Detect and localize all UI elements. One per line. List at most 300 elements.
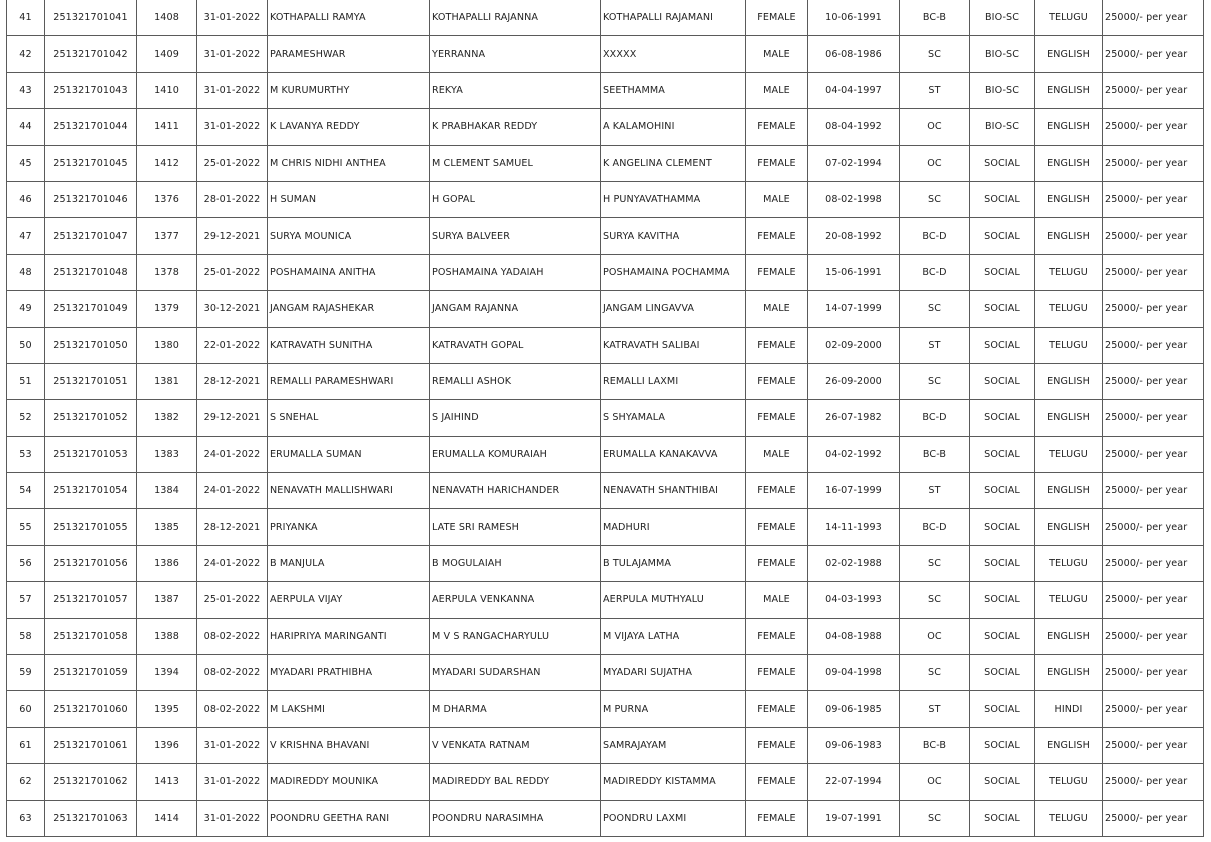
- father-name-cell: ERUMALLA KOMURAIAH: [430, 436, 601, 472]
- father-name-cell: REKYA: [430, 72, 601, 108]
- group-cell: SOCIAL: [970, 400, 1035, 436]
- group-cell: SOCIAL: [970, 291, 1035, 327]
- serial-number-cell: 53: [7, 436, 45, 472]
- admission-number-cell: 1386: [137, 545, 197, 581]
- fee-cell: 25000/- per year: [1103, 400, 1204, 436]
- category-cell: ST: [900, 72, 970, 108]
- serial-number-cell: 47: [7, 218, 45, 254]
- roll-number-cell: 251321701052: [45, 400, 137, 436]
- mother-name-cell: KATRAVATH SALIBAI: [601, 327, 746, 363]
- table-row: [7, 582, 1204, 618]
- mother-name-cell: S SHYAMALA: [601, 400, 746, 436]
- admission-number-cell: 1395: [137, 691, 197, 727]
- admission-number-cell: 1387: [137, 582, 197, 618]
- admission-date-cell: 28-12-2021: [197, 363, 268, 399]
- serial-number-cell: 60: [7, 691, 45, 727]
- roll-number-cell: 251321701042: [45, 36, 137, 72]
- table-row: [7, 0, 1204, 36]
- admission-number-cell: 1377: [137, 218, 197, 254]
- gender-cell: FEMALE: [746, 327, 808, 363]
- fee-cell: 25000/- per year: [1103, 181, 1204, 217]
- medium-cell: ENGLISH: [1035, 727, 1103, 763]
- admission-number-cell: 1414: [137, 800, 197, 836]
- admission-number-cell: 1409: [137, 36, 197, 72]
- group-cell: SOCIAL: [970, 436, 1035, 472]
- student-name-cell: POSHAMAINA ANITHA: [268, 254, 430, 290]
- serial-number-cell: 56: [7, 545, 45, 581]
- mother-name-cell: A KALAMOHINI: [601, 109, 746, 145]
- serial-number-cell: 59: [7, 655, 45, 691]
- serial-number-cell: 45: [7, 145, 45, 181]
- gender-cell: MALE: [746, 36, 808, 72]
- father-name-cell: KATRAVATH GOPAL: [430, 327, 601, 363]
- date-of-birth-cell: 04-04-1997: [808, 72, 900, 108]
- table-row: [7, 473, 1204, 509]
- admission-date-cell: 31-01-2022: [197, 764, 268, 800]
- fee-cell: 25000/- per year: [1103, 473, 1204, 509]
- admission-number-cell: 1388: [137, 618, 197, 654]
- admission-date-cell: 31-01-2022: [197, 800, 268, 836]
- group-cell: SOCIAL: [970, 655, 1035, 691]
- group-cell: SOCIAL: [970, 800, 1035, 836]
- table-row: [7, 363, 1204, 399]
- mother-name-cell: K ANGELINA CLEMENT: [601, 145, 746, 181]
- fee-cell: 25000/- per year: [1103, 582, 1204, 618]
- admission-number-cell: 1383: [137, 436, 197, 472]
- father-name-cell: LATE SRI RAMESH: [430, 509, 601, 545]
- medium-cell: TELUGU: [1035, 0, 1103, 36]
- admission-date-cell: 08-02-2022: [197, 691, 268, 727]
- father-name-cell: S JAIHIND: [430, 400, 601, 436]
- medium-cell: ENGLISH: [1035, 618, 1103, 654]
- group-cell: SOCIAL: [970, 764, 1035, 800]
- father-name-cell: YERRANNA: [430, 36, 601, 72]
- admission-date-cell: 31-01-2022: [197, 727, 268, 763]
- medium-cell: ENGLISH: [1035, 218, 1103, 254]
- serial-number-cell: 49: [7, 291, 45, 327]
- mother-name-cell: JANGAM LINGAVVA: [601, 291, 746, 327]
- fee-cell: 25000/- per year: [1103, 764, 1204, 800]
- admission-date-cell: 31-01-2022: [197, 36, 268, 72]
- serial-number-cell: 44: [7, 109, 45, 145]
- serial-number-cell: 58: [7, 618, 45, 654]
- medium-cell: TELUGU: [1035, 436, 1103, 472]
- admission-number-cell: 1408: [137, 0, 197, 36]
- father-name-cell: M CLEMENT SAMUEL: [430, 145, 601, 181]
- roll-number-cell: 251321701062: [45, 764, 137, 800]
- gender-cell: FEMALE: [746, 727, 808, 763]
- student-name-cell: REMALLI PARAMESHWARI: [268, 363, 430, 399]
- fee-cell: 25000/- per year: [1103, 218, 1204, 254]
- date-of-birth-cell: 14-07-1999: [808, 291, 900, 327]
- serial-number-cell: 42: [7, 36, 45, 72]
- serial-number-cell: 43: [7, 72, 45, 108]
- mother-name-cell: POSHAMAINA POCHAMMA: [601, 254, 746, 290]
- student-name-cell: ERUMALLA SUMAN: [268, 436, 430, 472]
- student-roster-table: [6, 0, 1204, 837]
- category-cell: BC-D: [900, 509, 970, 545]
- table-row: [7, 218, 1204, 254]
- roll-number-cell: 251321701058: [45, 618, 137, 654]
- date-of-birth-cell: 09-06-1985: [808, 691, 900, 727]
- category-cell: BC-D: [900, 218, 970, 254]
- admission-number-cell: 1412: [137, 145, 197, 181]
- mother-name-cell: KOTHAPALLI RAJAMANI: [601, 0, 746, 36]
- admission-date-cell: 30-12-2021: [197, 291, 268, 327]
- gender-cell: FEMALE: [746, 363, 808, 399]
- date-of-birth-cell: 02-09-2000: [808, 327, 900, 363]
- table-row: [7, 36, 1204, 72]
- table-row: [7, 800, 1204, 836]
- student-name-cell: S SNEHAL: [268, 400, 430, 436]
- fee-cell: 25000/- per year: [1103, 0, 1204, 36]
- serial-number-cell: 48: [7, 254, 45, 290]
- admission-number-cell: 1394: [137, 655, 197, 691]
- student-name-cell: M KURUMURTHY: [268, 72, 430, 108]
- gender-cell: MALE: [746, 72, 808, 108]
- roll-number-cell: 251321701044: [45, 109, 137, 145]
- admission-date-cell: 31-01-2022: [197, 0, 268, 36]
- fee-cell: 25000/- per year: [1103, 72, 1204, 108]
- fee-cell: 25000/- per year: [1103, 327, 1204, 363]
- fee-cell: 25000/- per year: [1103, 145, 1204, 181]
- date-of-birth-cell: 22-07-1994: [808, 764, 900, 800]
- group-cell: BIO-SC: [970, 72, 1035, 108]
- group-cell: SOCIAL: [970, 181, 1035, 217]
- father-name-cell: POONDRU NARASIMHA: [430, 800, 601, 836]
- group-cell: SOCIAL: [970, 545, 1035, 581]
- serial-number-cell: 52: [7, 400, 45, 436]
- table-row: [7, 764, 1204, 800]
- roll-number-cell: 251321701051: [45, 363, 137, 399]
- fee-cell: 25000/- per year: [1103, 36, 1204, 72]
- admission-number-cell: 1379: [137, 291, 197, 327]
- admission-number-cell: 1396: [137, 727, 197, 763]
- date-of-birth-cell: 02-02-1988: [808, 545, 900, 581]
- gender-cell: FEMALE: [746, 509, 808, 545]
- medium-cell: TELUGU: [1035, 291, 1103, 327]
- medium-cell: TELUGU: [1035, 254, 1103, 290]
- medium-cell: ENGLISH: [1035, 145, 1103, 181]
- medium-cell: ENGLISH: [1035, 363, 1103, 399]
- admission-number-cell: 1384: [137, 473, 197, 509]
- medium-cell: TELUGU: [1035, 800, 1103, 836]
- student-name-cell: PRIYANKA: [268, 509, 430, 545]
- date-of-birth-cell: 09-04-1998: [808, 655, 900, 691]
- medium-cell: ENGLISH: [1035, 109, 1103, 145]
- group-cell: SOCIAL: [970, 691, 1035, 727]
- father-name-cell: MYADARI SUDARSHAN: [430, 655, 601, 691]
- medium-cell: TELUGU: [1035, 764, 1103, 800]
- table-row: [7, 400, 1204, 436]
- category-cell: SC: [900, 36, 970, 72]
- father-name-cell: H GOPAL: [430, 181, 601, 217]
- category-cell: SC: [900, 545, 970, 581]
- gender-cell: FEMALE: [746, 254, 808, 290]
- table-row: [7, 655, 1204, 691]
- student-name-cell: SURYA MOUNICA: [268, 218, 430, 254]
- table-row: [7, 109, 1204, 145]
- medium-cell: TELUGU: [1035, 327, 1103, 363]
- gender-cell: FEMALE: [746, 545, 808, 581]
- table-row: [7, 291, 1204, 327]
- fee-cell: 25000/- per year: [1103, 727, 1204, 763]
- admission-date-cell: 29-12-2021: [197, 218, 268, 254]
- admission-number-cell: 1382: [137, 400, 197, 436]
- admission-date-cell: 08-02-2022: [197, 618, 268, 654]
- group-cell: SOCIAL: [970, 473, 1035, 509]
- group-cell: BIO-SC: [970, 36, 1035, 72]
- student-name-cell: KATRAVATH SUNITHA: [268, 327, 430, 363]
- admission-date-cell: 31-01-2022: [197, 72, 268, 108]
- category-cell: ST: [900, 327, 970, 363]
- date-of-birth-cell: 19-07-1991: [808, 800, 900, 836]
- fee-cell: 25000/- per year: [1103, 254, 1204, 290]
- roll-number-cell: 251321701050: [45, 327, 137, 363]
- student-name-cell: K LAVANYA REDDY: [268, 109, 430, 145]
- student-name-cell: B MANJULA: [268, 545, 430, 581]
- roll-number-cell: 251321701049: [45, 291, 137, 327]
- mother-name-cell: POONDRU LAXMI: [601, 800, 746, 836]
- medium-cell: TELUGU: [1035, 545, 1103, 581]
- mother-name-cell: REMALLI LAXMI: [601, 363, 746, 399]
- roll-number-cell: 251321701048: [45, 254, 137, 290]
- category-cell: SC: [900, 582, 970, 618]
- gender-cell: FEMALE: [746, 800, 808, 836]
- medium-cell: ENGLISH: [1035, 72, 1103, 108]
- category-cell: BC-B: [900, 436, 970, 472]
- roll-number-cell: 251321701060: [45, 691, 137, 727]
- father-name-cell: KOTHAPALLI RAJANNA: [430, 0, 601, 36]
- student-name-cell: JANGAM RAJASHEKAR: [268, 291, 430, 327]
- admission-date-cell: 28-01-2022: [197, 181, 268, 217]
- category-cell: BC-B: [900, 727, 970, 763]
- serial-number-cell: 63: [7, 800, 45, 836]
- fee-cell: 25000/- per year: [1103, 800, 1204, 836]
- admission-number-cell: 1381: [137, 363, 197, 399]
- admission-number-cell: 1413: [137, 764, 197, 800]
- group-cell: SOCIAL: [970, 254, 1035, 290]
- gender-cell: FEMALE: [746, 218, 808, 254]
- category-cell: SC: [900, 655, 970, 691]
- mother-name-cell: SAMRAJAYAM: [601, 727, 746, 763]
- roll-number-cell: 251321701061: [45, 727, 137, 763]
- student-name-cell: V KRISHNA BHAVANI: [268, 727, 430, 763]
- gender-cell: MALE: [746, 582, 808, 618]
- gender-cell: MALE: [746, 436, 808, 472]
- student-name-cell: NENAVATH MALLISHWARI: [268, 473, 430, 509]
- medium-cell: ENGLISH: [1035, 400, 1103, 436]
- student-name-cell: PARAMESHWAR: [268, 36, 430, 72]
- father-name-cell: MADIREDDY BAL REDDY: [430, 764, 601, 800]
- gender-cell: FEMALE: [746, 0, 808, 36]
- admission-number-cell: 1385: [137, 509, 197, 545]
- gender-cell: FEMALE: [746, 764, 808, 800]
- father-name-cell: JANGAM RAJANNA: [430, 291, 601, 327]
- father-name-cell: POSHAMAINA YADAIAH: [430, 254, 601, 290]
- father-name-cell: M DHARMA: [430, 691, 601, 727]
- serial-number-cell: 61: [7, 727, 45, 763]
- table-row: [7, 181, 1204, 217]
- father-name-cell: AERPULA VENKANNA: [430, 582, 601, 618]
- table-row: [7, 545, 1204, 581]
- roll-number-cell: 251321701063: [45, 800, 137, 836]
- roll-number-cell: 251321701041: [45, 0, 137, 36]
- fee-cell: 25000/- per year: [1103, 509, 1204, 545]
- serial-number-cell: 62: [7, 764, 45, 800]
- table-row: [7, 145, 1204, 181]
- group-cell: SOCIAL: [970, 218, 1035, 254]
- fee-cell: 25000/- per year: [1103, 655, 1204, 691]
- admission-number-cell: 1380: [137, 327, 197, 363]
- medium-cell: ENGLISH: [1035, 655, 1103, 691]
- admission-date-cell: 25-01-2022: [197, 254, 268, 290]
- serial-number-cell: 50: [7, 327, 45, 363]
- fee-cell: 25000/- per year: [1103, 291, 1204, 327]
- roll-number-cell: 251321701053: [45, 436, 137, 472]
- group-cell: SOCIAL: [970, 582, 1035, 618]
- serial-number-cell: 54: [7, 473, 45, 509]
- serial-number-cell: 57: [7, 582, 45, 618]
- roll-number-cell: 251321701046: [45, 181, 137, 217]
- admission-date-cell: 08-02-2022: [197, 655, 268, 691]
- roll-number-cell: 251321701043: [45, 72, 137, 108]
- table-row: [7, 327, 1204, 363]
- date-of-birth-cell: 20-08-1992: [808, 218, 900, 254]
- group-cell: SOCIAL: [970, 363, 1035, 399]
- category-cell: BC-D: [900, 400, 970, 436]
- roll-number-cell: 251321701056: [45, 545, 137, 581]
- admission-date-cell: 24-01-2022: [197, 436, 268, 472]
- category-cell: BC-D: [900, 254, 970, 290]
- student-name-cell: MYADARI PRATHIBHA: [268, 655, 430, 691]
- category-cell: OC: [900, 618, 970, 654]
- group-cell: BIO-SC: [970, 109, 1035, 145]
- father-name-cell: B MOGULAIAH: [430, 545, 601, 581]
- fee-cell: 25000/- per year: [1103, 691, 1204, 727]
- date-of-birth-cell: 04-08-1988: [808, 618, 900, 654]
- student-name-cell: M CHRIS NIDHI ANTHEA: [268, 145, 430, 181]
- medium-cell: HINDI: [1035, 691, 1103, 727]
- student-name-cell: M LAKSHMI: [268, 691, 430, 727]
- mother-name-cell: NENAVATH SHANTHIBAI: [601, 473, 746, 509]
- father-name-cell: K PRABHAKAR REDDY: [430, 109, 601, 145]
- student-name-cell: KOTHAPALLI RAMYA: [268, 0, 430, 36]
- mother-name-cell: XXXXX: [601, 36, 746, 72]
- admission-number-cell: 1378: [137, 254, 197, 290]
- medium-cell: ENGLISH: [1035, 36, 1103, 72]
- serial-number-cell: 41: [7, 0, 45, 36]
- admission-number-cell: 1410: [137, 72, 197, 108]
- mother-name-cell: MADIREDDY KISTAMMA: [601, 764, 746, 800]
- gender-cell: FEMALE: [746, 473, 808, 509]
- medium-cell: ENGLISH: [1035, 181, 1103, 217]
- admission-date-cell: 25-01-2022: [197, 145, 268, 181]
- group-cell: SOCIAL: [970, 327, 1035, 363]
- admission-date-cell: 29-12-2021: [197, 400, 268, 436]
- table-row: [7, 691, 1204, 727]
- admission-number-cell: 1411: [137, 109, 197, 145]
- category-cell: OC: [900, 109, 970, 145]
- roll-number-cell: 251321701045: [45, 145, 137, 181]
- date-of-birth-cell: 09-06-1983: [808, 727, 900, 763]
- father-name-cell: M V S RANGACHARYULU: [430, 618, 601, 654]
- admission-date-cell: 24-01-2022: [197, 545, 268, 581]
- category-cell: OC: [900, 764, 970, 800]
- student-name-cell: MADIREDDY MOUNIKA: [268, 764, 430, 800]
- roster-body: [7, 0, 1204, 836]
- group-cell: BIO-SC: [970, 0, 1035, 36]
- date-of-birth-cell: 15-06-1991: [808, 254, 900, 290]
- table-row: [7, 509, 1204, 545]
- mother-name-cell: MYADARI SUJATHA: [601, 655, 746, 691]
- fee-cell: 25000/- per year: [1103, 363, 1204, 399]
- father-name-cell: SURYA BALVEER: [430, 218, 601, 254]
- group-cell: SOCIAL: [970, 727, 1035, 763]
- fee-cell: 25000/- per year: [1103, 436, 1204, 472]
- mother-name-cell: B TULAJAMMA: [601, 545, 746, 581]
- category-cell: BC-B: [900, 0, 970, 36]
- father-name-cell: V VENKATA RATNAM: [430, 727, 601, 763]
- roll-number-cell: 251321701059: [45, 655, 137, 691]
- mother-name-cell: H PUNYAVATHAMMA: [601, 181, 746, 217]
- serial-number-cell: 55: [7, 509, 45, 545]
- mother-name-cell: M PURNA: [601, 691, 746, 727]
- date-of-birth-cell: 26-07-1982: [808, 400, 900, 436]
- group-cell: SOCIAL: [970, 145, 1035, 181]
- mother-name-cell: SURYA KAVITHA: [601, 218, 746, 254]
- mother-name-cell: M VIJAYA LATHA: [601, 618, 746, 654]
- table-row: [7, 254, 1204, 290]
- medium-cell: ENGLISH: [1035, 509, 1103, 545]
- category-cell: SC: [900, 181, 970, 217]
- mother-name-cell: MADHURI: [601, 509, 746, 545]
- father-name-cell: NENAVATH HARICHANDER: [430, 473, 601, 509]
- gender-cell: FEMALE: [746, 109, 808, 145]
- roll-number-cell: 251321701054: [45, 473, 137, 509]
- date-of-birth-cell: 14-11-1993: [808, 509, 900, 545]
- admission-number-cell: 1376: [137, 181, 197, 217]
- roll-number-cell: 251321701055: [45, 509, 137, 545]
- serial-number-cell: 51: [7, 363, 45, 399]
- table-row: [7, 72, 1204, 108]
- date-of-birth-cell: 16-07-1999: [808, 473, 900, 509]
- medium-cell: ENGLISH: [1035, 473, 1103, 509]
- student-name-cell: H SUMAN: [268, 181, 430, 217]
- category-cell: ST: [900, 473, 970, 509]
- mother-name-cell: SEETHAMMA: [601, 72, 746, 108]
- student-name-cell: POONDRU GEETHA RANI: [268, 800, 430, 836]
- gender-cell: FEMALE: [746, 145, 808, 181]
- student-name-cell: HARIPRIYA MARINGANTI: [268, 618, 430, 654]
- admission-date-cell: 28-12-2021: [197, 509, 268, 545]
- admission-date-cell: 25-01-2022: [197, 582, 268, 618]
- category-cell: SC: [900, 363, 970, 399]
- mother-name-cell: ERUMALLA KANAKAVVA: [601, 436, 746, 472]
- fee-cell: 25000/- per year: [1103, 545, 1204, 581]
- category-cell: OC: [900, 145, 970, 181]
- group-cell: SOCIAL: [970, 618, 1035, 654]
- admission-date-cell: 24-01-2022: [197, 473, 268, 509]
- date-of-birth-cell: 04-02-1992: [808, 436, 900, 472]
- table-row: [7, 436, 1204, 472]
- mother-name-cell: AERPULA MUTHYALU: [601, 582, 746, 618]
- roll-number-cell: 251321701057: [45, 582, 137, 618]
- group-cell: SOCIAL: [970, 509, 1035, 545]
- student-name-cell: AERPULA VIJAY: [268, 582, 430, 618]
- date-of-birth-cell: 06-08-1986: [808, 36, 900, 72]
- fee-cell: 25000/- per year: [1103, 618, 1204, 654]
